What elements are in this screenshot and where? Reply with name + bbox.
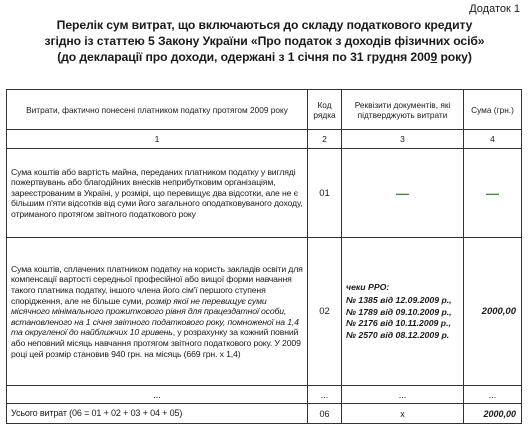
row-02-desc-end: , у розрахунку за кожний повний або неповний місяць навчання протягом звітного податкового року. У 2009 році цей розмір становив 940 грн. на місяць (669 грн. х 1,4)	[11, 327, 301, 359]
receipt-4: № 2570 від 08.12.2009 р.	[346, 329, 450, 340]
header-row-code: Код рядка	[308, 90, 342, 130]
title-line-3-start: (до декларації про доходи, одержані з 1 січня по 31 грудня 200	[57, 50, 431, 64]
receipts-label: чеки РРО:	[346, 281, 390, 292]
total-code: 06	[308, 404, 342, 424]
total-description: Усього витрат (06 = 01 + 02 + 03 + 04 + 05)	[7, 404, 308, 424]
title-line-3-end: року)	[437, 50, 472, 64]
appendix-label: Додаток 1	[469, 3, 520, 15]
document-title	[0, 17, 529, 65]
row-01-code: 01	[308, 149, 342, 238]
header-amount: Сума (грн.)	[464, 90, 522, 130]
ellipsis-2: ...	[308, 386, 342, 404]
column-numbers-row	[7, 130, 522, 149]
table-header-row	[7, 90, 522, 130]
ellipsis-3: ...	[342, 386, 464, 404]
row-01-amount: —	[464, 149, 522, 238]
row-02-desc-start: Сума коштів, сплачених платником податку на користь закладів освіти для компенсації вартості середньої професійної або вищої форми навчання такого платника податку, іншого члена його сім'ї першого ступеня спорідження, але не більше суми,	[11, 263, 303, 306]
table-row-02	[7, 238, 522, 386]
header-documents: Реквізити документів, які підтверджують витрати	[342, 90, 464, 130]
column-number-1: 1	[7, 130, 308, 149]
column-number-2: 2	[308, 130, 342, 149]
table-row-total	[7, 404, 522, 424]
row-02-amount: 2000,00	[464, 238, 522, 386]
row-01-description: Сума коштів або вартість майна, переданих платником податку у вигляді пожертвувань або благодійних внесків неприбутковим організаціям, зареєстрованим в Україні, у розмірі, що перевищує два відсотки, але не є більшим п'яти відсотків від суми його загального оподатковуваного доходу, отриманого протягом звітного податкового року	[7, 149, 308, 238]
ellipsis-1: ...	[7, 386, 308, 404]
title-line-3	[0, 49, 529, 65]
receipt-3: № 2176 від 10.11.2009 р.,	[346, 318, 451, 329]
row-01-documents: —	[342, 149, 464, 238]
row-02-code: 02	[308, 238, 342, 386]
row-02-description	[7, 238, 308, 386]
ellipsis-4: ...	[464, 386, 522, 404]
column-number-4: 4	[464, 130, 522, 149]
row-02-documents	[342, 238, 464, 386]
table-row-ellipsis	[7, 386, 522, 404]
table-row-01	[7, 149, 522, 238]
title-line-2: згідно із статтею 5 Закону України «Про податок з доходів фізичних осіб»	[44, 34, 485, 48]
receipt-1: № 1385 від 12.09.2009 р.,	[346, 295, 452, 306]
total-documents: х	[342, 404, 464, 424]
title-line-1: Перелік сум витрат, що включаються до складу податкового кредиту	[56, 18, 473, 32]
receipt-2: № 1789 від 09.10.2009 р.,	[346, 306, 452, 317]
row-02-desc-italic: розмір якої не перевищує суми місячного мінімального прожиткового рівня для працездатної особи, встановленого на 1 січня звітного податкового року, помноженої на 1,4 та округленої до найближчих 10 гривень	[11, 295, 299, 338]
title-year-digit: 9	[430, 50, 438, 64]
header-expenses: Витрати, фактично понесені платником податку протягом 2009 року	[7, 90, 308, 130]
expenses-table	[6, 89, 522, 424]
column-number-3: 3	[342, 130, 464, 149]
total-amount: 2000,00	[464, 404, 522, 424]
